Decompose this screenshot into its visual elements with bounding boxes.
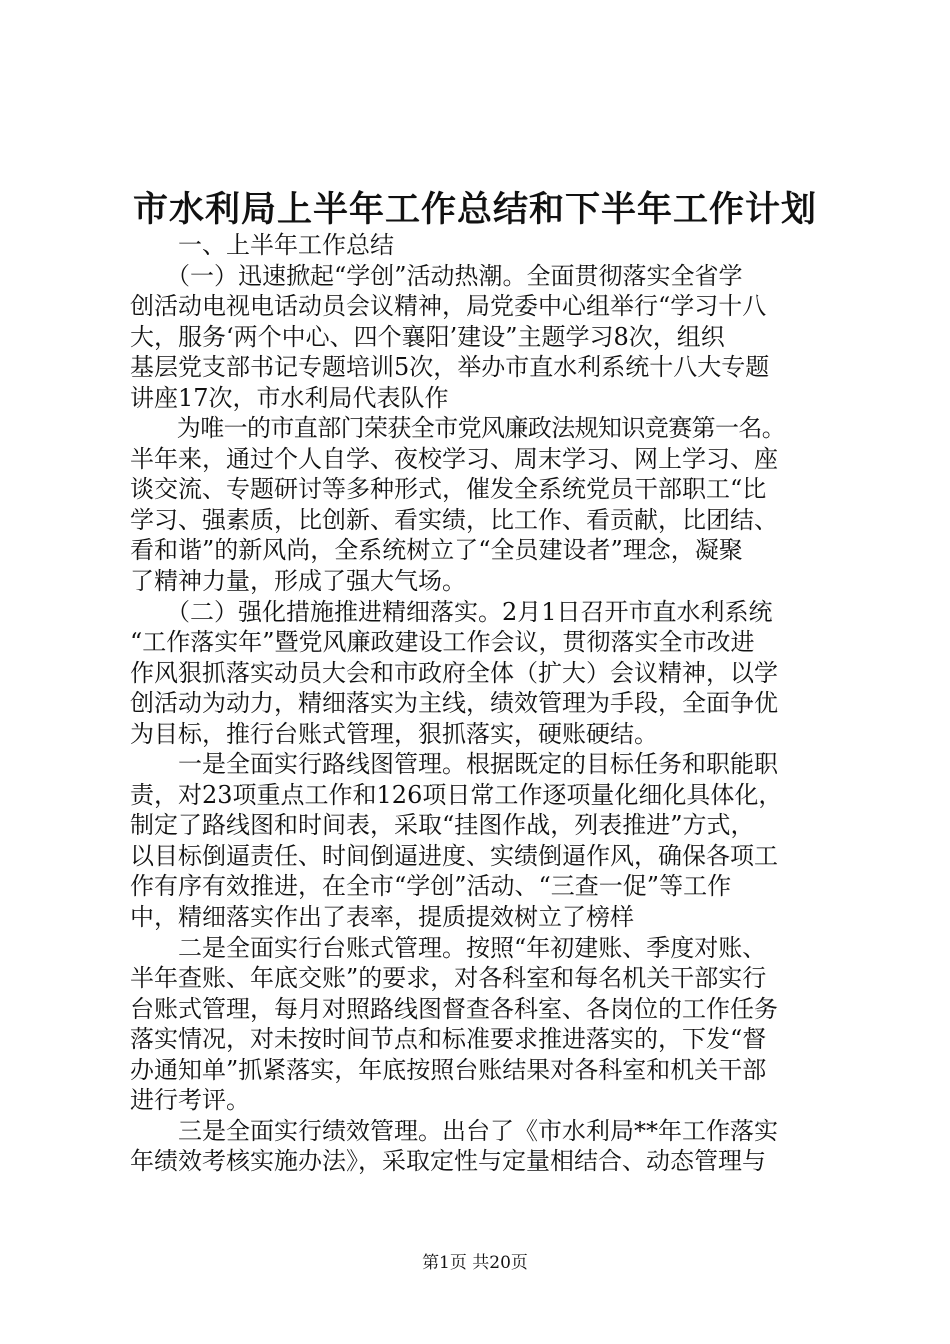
paragraph-line: 谈交流、专题研讨等多种形式，催发全系统党员干部职工“比 <box>130 475 767 504</box>
paragraph-line: 学习、强素质，比创新、看实绩，比工作、看贡献，比团结、 <box>130 505 778 534</box>
paragraph-line: 办通知单”抓紧落实，年底按照台账结果对各科室和机关干部 <box>130 1055 767 1084</box>
paragraph-line: 落实情况，对未按时间节点和标准要求推进落实的，下发“督 <box>130 1025 767 1054</box>
paragraph-line: 年绩效考核实施办法》，采取定性与定量相结合、动态管理与 <box>130 1147 766 1176</box>
paragraph-line: 创活动电视电话动员会议精神，局党委中心组举行“学习十八 <box>130 292 767 321</box>
paragraph-line: “工作落实年”暨党风廉政建设工作会议，贯彻落实全市改进 <box>130 628 755 657</box>
paragraph-line: 二是全面实行台账式管理。按照“年初建账、季度对账、 <box>130 933 767 962</box>
page-number: 第1页 共20页 <box>422 1253 528 1273</box>
paragraph-line: 半年查账、年底交账”的要求，对各科室和每名机关干部实行 <box>130 964 767 993</box>
paragraph-line: 三是全面实行绩效管理。出台了《市水利局**年工作落实 <box>130 1116 778 1145</box>
paragraph-line: （一）迅速掀起“学创”活动热潮。全面贯彻落实全省学 <box>130 261 743 290</box>
paragraph-line: 作风狠抓落实动员大会和市政府全体（扩大）会议精神，以学 <box>130 658 778 687</box>
paragraph-line: 为唯一的市直部门荣获全市党风廉政法规知识竞赛第一名。 <box>130 414 786 443</box>
paragraph-line: 了精神力量，形成了强大气场。 <box>130 567 466 596</box>
paragraph-line: 看和谐”的新风尚，全系统树立了“全员建设者”理念，凝聚 <box>130 536 743 565</box>
paragraph-line: 大，服务‘两个中心、四个襄阳’建设”主题学习8次，组织 <box>130 322 725 351</box>
paragraph-line: 创活动为动力，精细落实为主线，绩效管理为手段，全面争优 <box>130 689 778 718</box>
paragraph-line: 责，对23项重点工作和126项日常工作逐项量化细化具体化， <box>130 780 783 809</box>
paragraph-line: 基层党支部书记专题培训5次，举办市直水利系统十八大专题 <box>130 353 770 382</box>
paragraph-line: 为目标，推行台账式管理，狠抓落实，硬账硬结。 <box>130 719 658 748</box>
paragraph-line: 以目标倒逼责任、时间倒逼进度、实绩倒逼作风，确保各项工 <box>130 841 778 870</box>
document-title: 市水利局上半年工作总结和下半年工作计划 <box>132 189 817 230</box>
paragraph-line: 半年来，通过个人自学、夜校学习、周末学习、网上学习、座 <box>130 444 778 473</box>
paragraph-line: 中，精细落实作出了表率，提质提效树立了榜样 <box>130 903 634 932</box>
section-heading: 一、上半年工作总结 <box>130 231 394 259</box>
paragraph-line: 一是全面实行路线图管理。根据既定的目标任务和职能职 <box>130 750 778 779</box>
paragraph-line: 台账式管理，每月对照路线图督查各科室、各岗位的工作任务 <box>130 994 778 1023</box>
paragraph-line: 作有序有效推进，在全市“学创”活动、“三查一促”等工作 <box>130 872 732 901</box>
paragraph-line: 制定了路线图和时间表，采取“挂图作战，列表推进”方式， <box>130 811 755 840</box>
paragraph-line: （二）强化措施推进精细落实。2月1日召开市直水利系统 <box>130 597 773 626</box>
document-body <box>130 230 835 1177</box>
paragraph-line: 进行考评。 <box>130 1086 250 1115</box>
paragraph-line: 讲座17次，市水利局代表队作 <box>130 383 449 412</box>
